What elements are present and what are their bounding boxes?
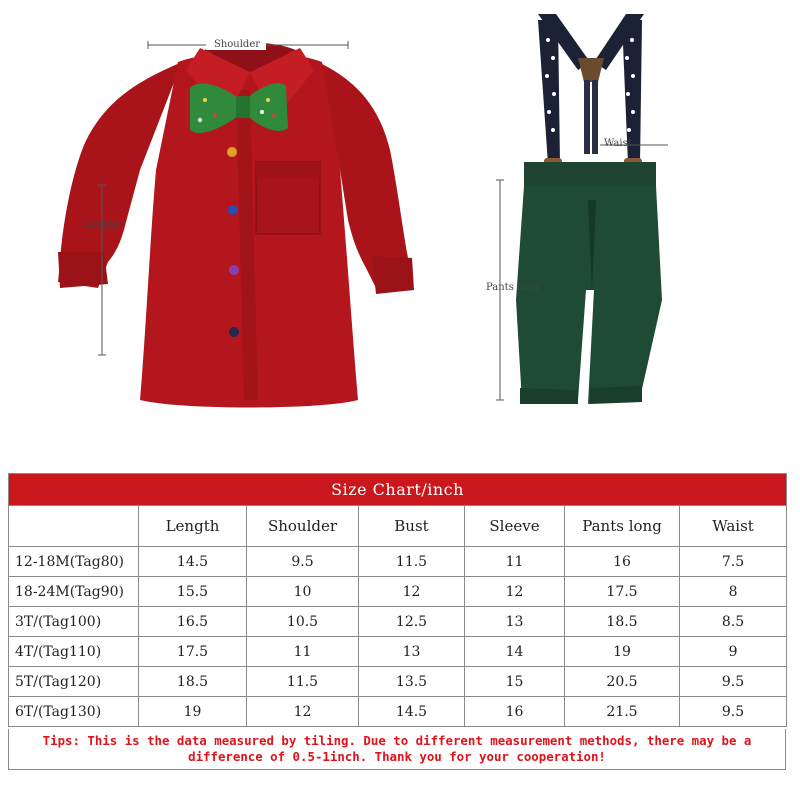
measurement-cell: 15.5: [139, 577, 247, 607]
measurement-cell: 13: [359, 637, 465, 667]
measurement-cell: 16: [565, 547, 680, 577]
measurement-cell: 14: [465, 637, 565, 667]
column-header: Sleeve: [465, 506, 565, 547]
measurement-cell: 16.5: [139, 607, 247, 637]
measurement-cell: 8: [680, 577, 787, 607]
table-row: [9, 697, 787, 727]
measurement-cell: 12.5: [359, 607, 465, 637]
measurement-cell: 11.5: [247, 667, 359, 697]
measurement-cell: 19: [565, 637, 680, 667]
column-header: Length: [139, 506, 247, 547]
measurement-cell: 7.5: [680, 547, 787, 577]
measurement-cell: 9.5: [680, 667, 787, 697]
measurement-cell: 15: [465, 667, 565, 697]
measurement-cell: 17.5: [565, 577, 680, 607]
column-header: Pants long: [565, 506, 680, 547]
table-row: [9, 667, 787, 697]
shoulder-label: Shoulder: [213, 39, 261, 50]
measurement-cell: 18.5: [139, 667, 247, 697]
measurement-cell: 13: [465, 607, 565, 637]
column-header: Waist: [680, 506, 787, 547]
waist-label: Waist: [604, 138, 632, 149]
measurement-cell: 8.5: [680, 607, 787, 637]
size-cell: 12-18M(Tag80): [9, 547, 139, 577]
size-cell: 3T/(Tag100): [9, 607, 139, 637]
measurement-cell: 12: [247, 697, 359, 727]
column-header: Bust: [359, 506, 465, 547]
measurement-cell: 17.5: [139, 637, 247, 667]
measurement-cell: 9: [680, 637, 787, 667]
size-cell: 4T/(Tag110): [9, 637, 139, 667]
measurement-cell: 12: [465, 577, 565, 607]
table-row: [9, 637, 787, 667]
measurement-cell: 19: [139, 697, 247, 727]
measurement-cell: 11.5: [359, 547, 465, 577]
measurement-cell: 10: [247, 577, 359, 607]
size-chart-header-row: [9, 506, 787, 547]
size-cell: 6T/(Tag130): [9, 697, 139, 727]
measurement-cell: 11: [465, 547, 565, 577]
measurement-cell: 11: [247, 637, 359, 667]
table-row: [9, 577, 787, 607]
table-row: [9, 547, 787, 577]
pants-long-label: Pants long: [486, 282, 540, 293]
measurement-cell: 16: [465, 697, 565, 727]
measurement-cell: 20.5: [565, 667, 680, 697]
size-chart-table: [8, 473, 787, 727]
size-cell: 5T/(Tag120): [9, 667, 139, 697]
measurement-cell: 21.5: [565, 697, 680, 727]
measurement-cell: 14.5: [139, 547, 247, 577]
measurement-cell: 9.5: [247, 547, 359, 577]
pants-illustration: [516, 14, 662, 404]
length-label: Length: [84, 219, 120, 230]
table-row: [9, 607, 787, 637]
measurement-cell: 14.5: [359, 697, 465, 727]
size-chart-title: Size Chart/inch: [9, 474, 787, 506]
measurement-cell: 9.5: [680, 697, 787, 727]
tips-note: Tips: This is the data measured by tiling. Due to different measurement methods, there may be a difference of 0.5-1inch. Thank you for your cooperation!: [8, 729, 786, 770]
measurement-cell: 18.5: [565, 607, 680, 637]
size-cell: 18-24M(Tag90): [9, 577, 139, 607]
column-header: [9, 506, 139, 547]
measurement-cell: 13.5: [359, 667, 465, 697]
measurement-cell: 10.5: [247, 607, 359, 637]
measurement-cell: 12: [359, 577, 465, 607]
column-header: Shoulder: [247, 506, 359, 547]
